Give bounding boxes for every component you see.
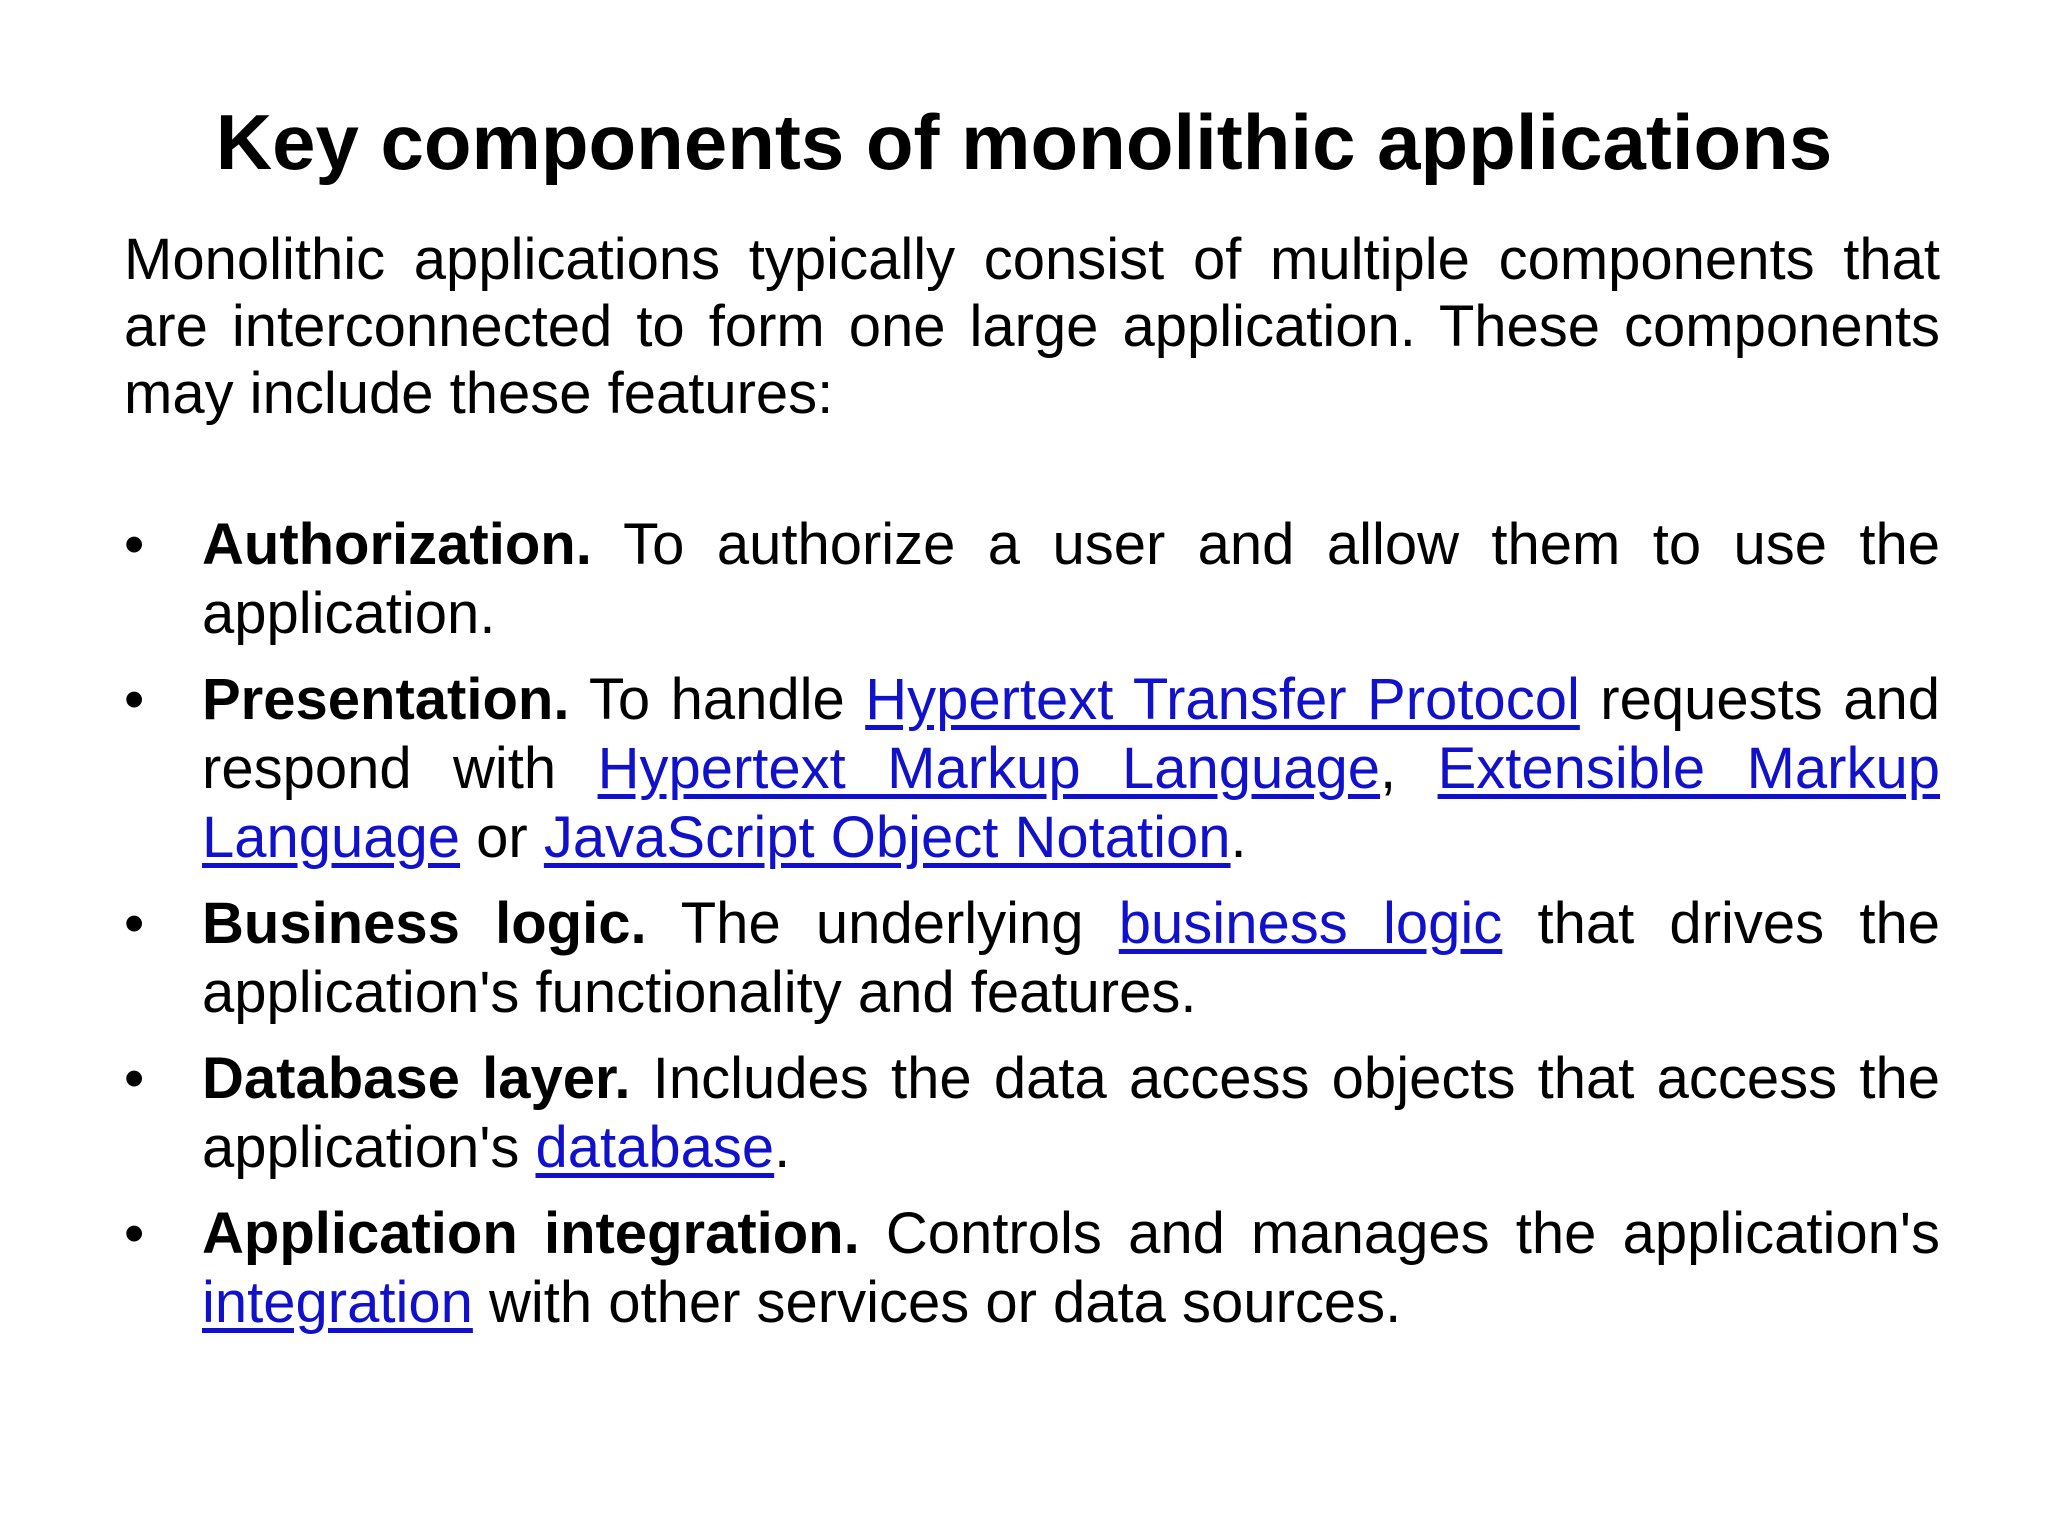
slide-title: Key components of monolithic applications <box>215 98 1833 186</box>
bullet-icon: • <box>124 1201 145 1266</box>
term-authorization: Authorization. <box>202 512 592 577</box>
item-text: with other services or data sources. <box>472 1270 1402 1335</box>
bullet-icon: • <box>124 512 145 577</box>
item-text: The underlying <box>646 891 1119 956</box>
intro-paragraph: Monolithic applications typically consist of multiple components that are interconnected to form one large application. These components may include these features: <box>124 227 1940 426</box>
item-text: To handle <box>569 667 866 732</box>
link-html[interactable]: Hypertext Markup Language <box>597 736 1381 801</box>
item-text: Includes the data access objects that access the application's <box>202 1046 1940 1180</box>
link-database[interactable]: database <box>535 1115 775 1180</box>
list-item-database-layer <box>124 1044 1940 1182</box>
link-json[interactable]: JavaScript Object Notation <box>543 805 1231 870</box>
link-business-logic[interactable]: business logic <box>1118 891 1503 956</box>
item-text: . <box>1230 805 1247 870</box>
item-text: . <box>774 1115 791 1180</box>
link-http[interactable]: Hypertext Transfer Protocol <box>865 667 1580 732</box>
item-text: Controls and manages the application's <box>859 1201 1940 1266</box>
list-item-application-integration <box>124 1199 1940 1337</box>
bullet-icon: • <box>124 1046 145 1111</box>
list-item-presentation <box>124 665 1940 872</box>
list-item-authorization <box>124 510 1940 648</box>
link-integration[interactable]: integration <box>202 1270 473 1335</box>
term-application-integration: Application integration. <box>202 1201 860 1266</box>
list-item-business-logic <box>124 889 1940 1027</box>
item-text: requests and respond with <box>202 667 1940 801</box>
feature-list <box>124 510 1940 1354</box>
item-text: , <box>1380 736 1438 801</box>
item-text: To authorize a user and allow them to use the application. <box>202 512 1940 646</box>
item-text: that drives the application's functionality and features. <box>202 891 1941 1025</box>
term-database-layer: Database layer. <box>202 1046 631 1111</box>
link-xml[interactable]: Extensible Markup Language <box>202 736 1940 870</box>
term-presentation: Presentation. <box>202 667 570 732</box>
bullet-icon: • <box>124 891 145 956</box>
bullet-icon: • <box>124 667 145 732</box>
item-text: or <box>460 805 544 870</box>
term-business-logic: Business logic. <box>202 891 647 956</box>
